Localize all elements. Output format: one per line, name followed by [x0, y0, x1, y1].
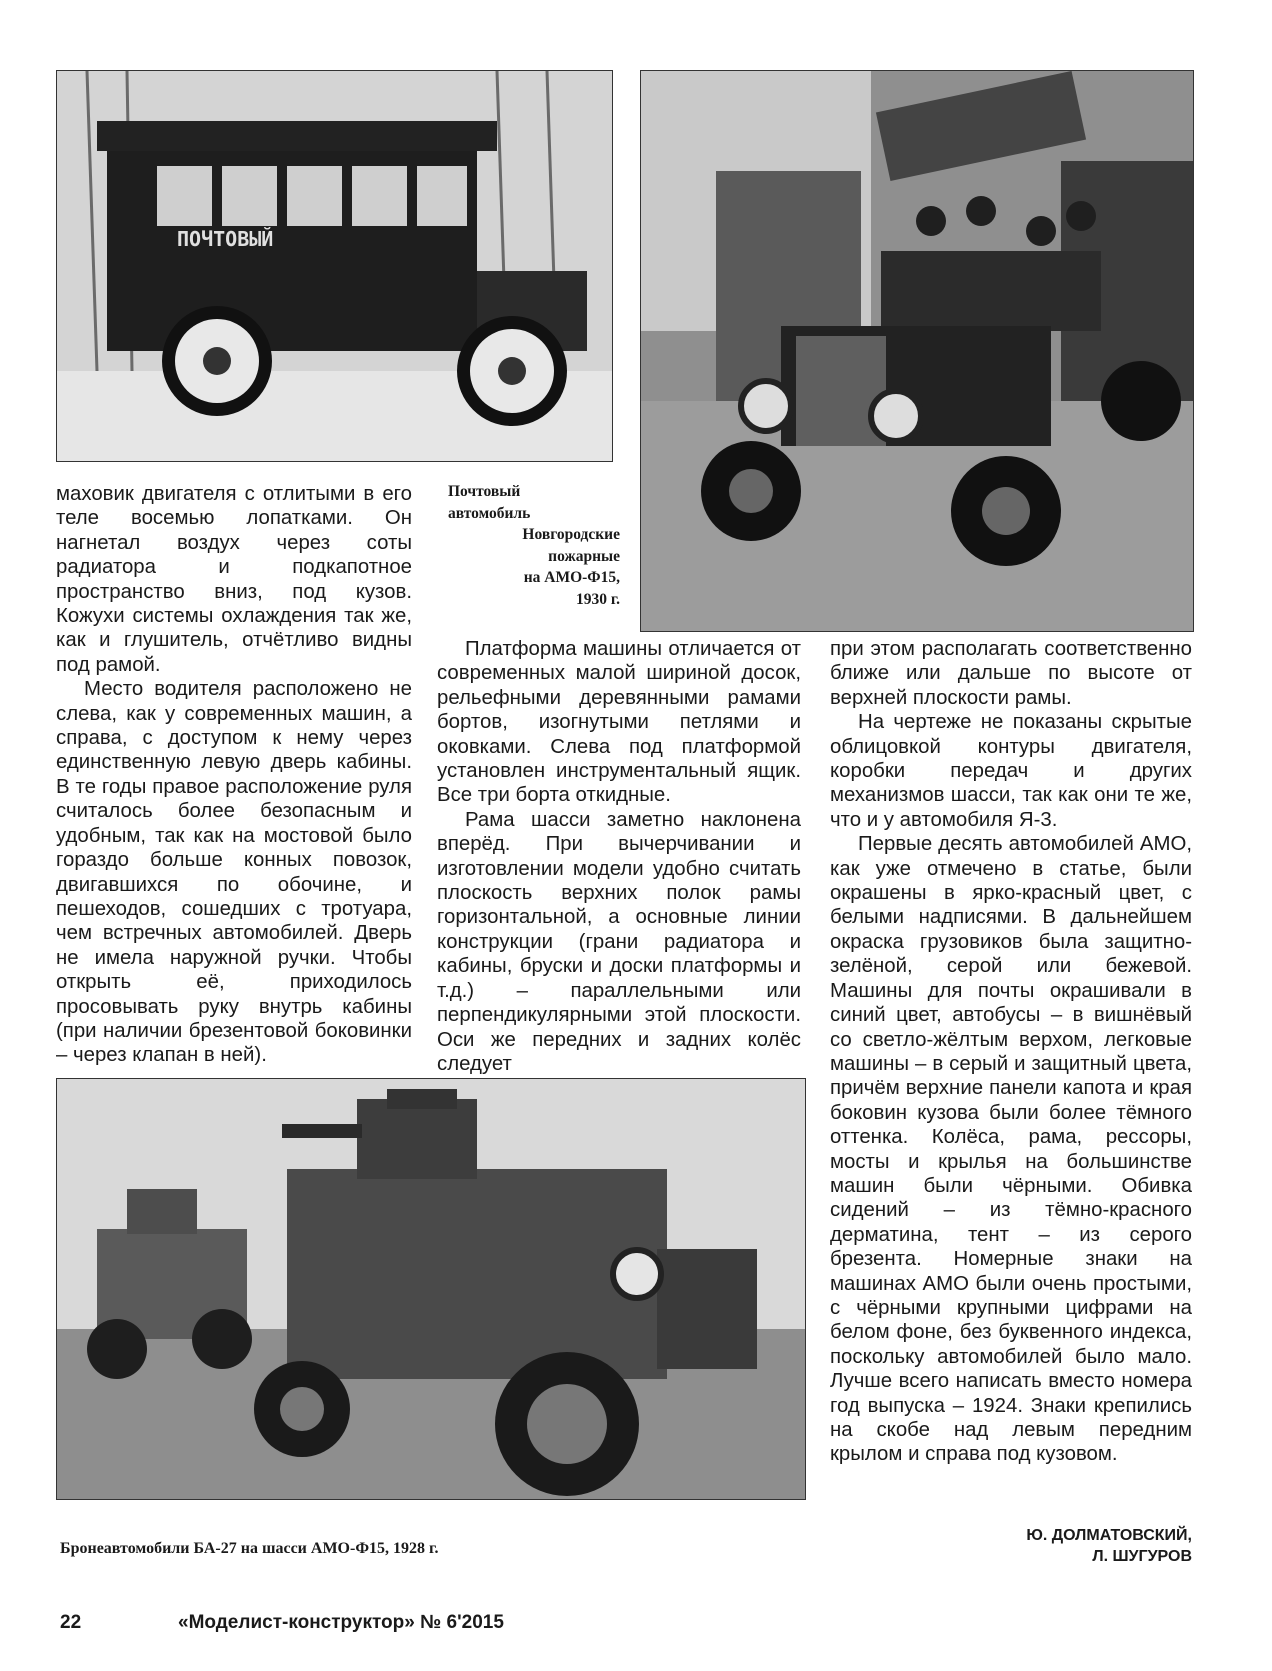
middle-paragraph-2: Рама шасси заметно наклонена вперёд. При вычерчивании и изготовлении модели удобно считать плоскость верхних полок рамы горизонтальной, а основные линии конструкции (грани радиатора и кабины, бруски и доски платформы и т.д.) – параллельными или перпендикулярными этой плоскости. Оси же передних и задних колёс следует [437, 808, 801, 1075]
postal-label: ПОЧТОВЫЙ [177, 227, 274, 251]
fire-truck-photo [640, 70, 1194, 632]
journal-title: «Моделист-конструктор» № 6'2015 [178, 1612, 504, 1633]
right-column [830, 637, 1192, 1467]
middle-paragraph-1: Платформа машины отличается от современных малой шириной досок, рельефными деревянными рамами бортов, изогнутыми петлями и оковками. Слева под платформой установлен инструментальный ящик. Все три борта откидные. [437, 638, 801, 807]
left-paragraph-1: маховик двигателя с отлитыми в его теле восемью лопатками. Он нагнетал воздух через соты радиатора и подкапотное пространство вниз, под кузов. Кожухи системы охлаждения так же, как и глушитель, отчётливо видны под рамой. [56, 483, 412, 676]
postal-bus-photo [56, 70, 613, 462]
right-paragraph-1: при этом располагать соответственно ближе или дальше по высоте от верхней плоскости рамы. [830, 638, 1192, 709]
armored-caption: Бронеавтомобили БА-27 на шасси АМО-Ф15, 1928 г. [60, 1540, 439, 1557]
left-paragraph-2: Место водителя расположено не слева, как у современных машин, а справа, с доступом к нему через единственную левую дверь кабины. В те годы правое расположение руля считалось более безопасным и удобным, так как на мостовой было гораздо больше конных повозок, двигавшихся по обочине, и пешеходов, сошедших с тротуара, чем встречных автомобилей. Дверь не имела наружной ручки. Чтобы открыть её, приходилось просовывать руку внутрь кабины (при наличии брезентовой боковинки – через клапан в ней). [56, 678, 412, 1067]
armored-cars-photo [56, 1078, 806, 1500]
right-paragraph-3: Первые десять автомобилей АМО, как уже отмечено в статье, были окрашены в ярко-красный цвет, с белыми надписями. В дальнейшем окраска грузовиков была защитно-зелёной, серой или бежевой. Машины для почты окрашивали в синий цвет, автобусы – в вишнёвый со светло-жёлтым верхом, легковые машины – в серый и защитный цвета, причём верхние панели капота и края боковин кузова были более тёмного оттенка. Колёса, рама, рессоры, мосты и крылья на большинстве машин были чёрными. Обивка сидений – из тёмно-красного дерматина, тент – из серого брезента. Номерные знаки на машинах АМО были очень простыми, с чёрными крупными цифрами на белом фоне, без буквенного индекса, поскольку автомобилей было мало. Лучше всего написать вместо номера год выпуска – 1924. Знаки крепились на скобе над левым передним крылом и справа под кузовом. [830, 833, 1192, 1466]
left-column [56, 482, 412, 1068]
page-number: 22 [60, 1612, 82, 1633]
postal-caption: Почтовый автомобиль [448, 483, 531, 522]
right-paragraph-2: На чертеже не показаны скрытые облицовкой контуры двигателя, коробки передач и других механизмов шасси, так как они те же, что и у автомобиля Я-3. [830, 711, 1192, 831]
middle-column [437, 637, 801, 1076]
firetruck-caption: Новгородские пожарные на АМО-Ф15, 1930 г. [522, 526, 620, 608]
authors: Ю. ДОЛМАТОВСКИЙ, Л. ШУГУРОВ [1026, 1527, 1192, 1565]
